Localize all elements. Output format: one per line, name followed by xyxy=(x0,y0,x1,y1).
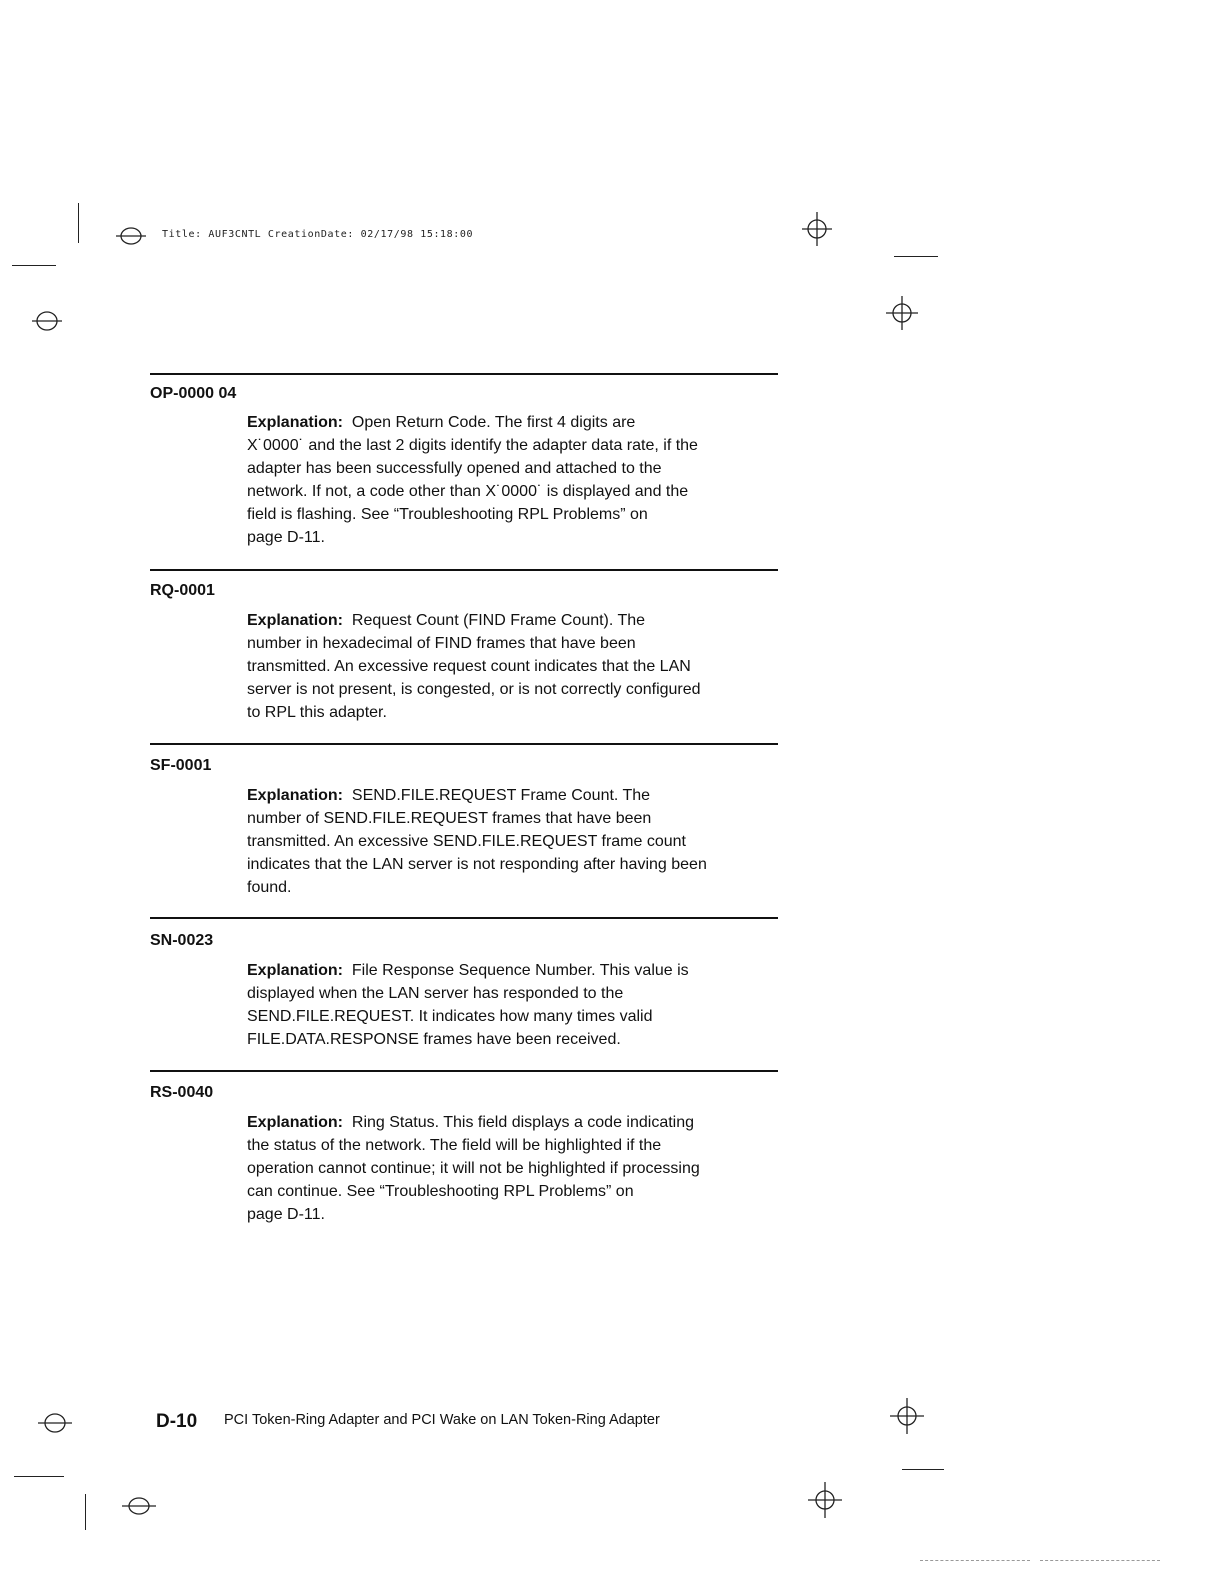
registration-mark-icon xyxy=(116,224,146,248)
explanation-line: server is not present, is congested, or is not correctly configured xyxy=(247,681,701,698)
entry-explanation xyxy=(247,609,787,724)
explanation-line: Open Return Code. The first 4 digits are xyxy=(351,414,636,431)
explanation-line: found. xyxy=(247,879,292,896)
crop-mark-vertical-bottom-left xyxy=(85,1494,86,1530)
explanation-line: indicates that the LAN server is not responding after having been xyxy=(247,856,707,873)
explanation-line: transmitted. An excessive SEND.FILE.REQUEST frame count xyxy=(247,833,686,850)
explanation-line: File Response Sequence Number. This value is xyxy=(351,962,689,979)
explanation-label: Explanation: xyxy=(247,787,344,804)
entry-code: SF-0001 xyxy=(150,757,212,774)
entry-divider xyxy=(150,743,778,745)
explanation-line: transmitted. An excessive request count indicates that the LAN xyxy=(247,658,691,675)
explanation-line: network. If not, a code other than X˙0000˙ is displayed and the xyxy=(247,483,689,500)
crop-mark-horizontal-top-right xyxy=(894,256,938,257)
entry-explanation xyxy=(247,784,787,899)
explanation-line: FILE.DATA.RESPONSE frames have been received. xyxy=(247,1031,621,1048)
explanation-line: operation cannot continue; it will not be highlighted if processing xyxy=(247,1160,700,1177)
explanation-line: page D-11. xyxy=(247,529,325,546)
crop-mark-vertical-top-left xyxy=(78,203,79,243)
explanation-line: number in hexadecimal of FIND frames that have been xyxy=(247,635,636,652)
entry-explanation xyxy=(247,1111,787,1226)
registration-crosshair-icon xyxy=(890,1398,924,1434)
scan-artifact xyxy=(920,1560,1030,1562)
explanation-label: Explanation: xyxy=(247,962,344,979)
scan-artifact xyxy=(1040,1560,1160,1562)
entry-explanation xyxy=(247,411,787,549)
explanation-label: Explanation: xyxy=(247,612,344,629)
explanation-label: Explanation: xyxy=(247,414,344,431)
entry-code: SN-0023 xyxy=(150,932,214,949)
book-title: PCI Token-Ring Adapter and PCI Wake on LAN Token-Ring Adapter xyxy=(224,1412,660,1428)
explanation-line: Ring Status. This field displays a code indicating xyxy=(351,1114,695,1131)
registration-crosshair-icon xyxy=(802,212,832,246)
explanation-line: SEND.FILE.REQUEST Frame Count. The xyxy=(351,787,651,804)
registration-crosshair-icon xyxy=(886,296,918,330)
entry-divider xyxy=(150,917,778,919)
explanation-label: Explanation: xyxy=(247,1114,344,1131)
explanation-line: to RPL this adapter. xyxy=(247,704,387,721)
entry-divider xyxy=(150,569,778,571)
explanation-line: adapter has been successfully opened and attached to the xyxy=(247,460,662,477)
explanation-line: field is flashing. See “Troubleshooting RPL Problems” on xyxy=(247,506,648,523)
crop-mark-horizontal-top-left xyxy=(12,265,56,266)
crop-mark-horizontal-bottom-right xyxy=(902,1469,944,1470)
explanation-line: page D-11. xyxy=(247,1206,325,1223)
explanation-line: the status of the network. The field will be highlighted if the xyxy=(247,1137,662,1154)
explanation-line: displayed when the LAN server has responded to the xyxy=(247,985,624,1002)
entry-explanation xyxy=(247,959,787,1051)
registration-mark-icon xyxy=(38,1410,72,1436)
explanation-line: number of SEND.FILE.REQUEST frames that have been xyxy=(247,810,652,827)
entry-code: RQ-0001 xyxy=(150,582,215,599)
crop-mark-horizontal-bottom-left xyxy=(14,1476,64,1477)
registration-crosshair-icon xyxy=(808,1482,842,1518)
entry-code: OP-0000 04 xyxy=(150,385,237,402)
explanation-line: can continue. See “Troubleshooting RPL Problems” on xyxy=(247,1183,634,1200)
entry-code: RS-0040 xyxy=(150,1084,214,1101)
explanation-line: SEND.FILE.REQUEST. It indicates how many times valid xyxy=(247,1008,653,1025)
page-number: D-10 xyxy=(156,1411,198,1432)
registration-mark-icon xyxy=(122,1494,156,1518)
document-meta-header: Title: AUF3CNTL CreationDate: 02/17/98 15:18:00 xyxy=(162,229,474,240)
explanation-line: Request Count (FIND Frame Count). The xyxy=(351,612,646,629)
registration-mark-icon xyxy=(32,308,62,334)
entry-divider xyxy=(150,373,778,375)
entry-divider xyxy=(150,1070,778,1072)
explanation-line: X˙0000˙ and the last 2 digits identify the adapter data rate, if the xyxy=(247,437,698,454)
